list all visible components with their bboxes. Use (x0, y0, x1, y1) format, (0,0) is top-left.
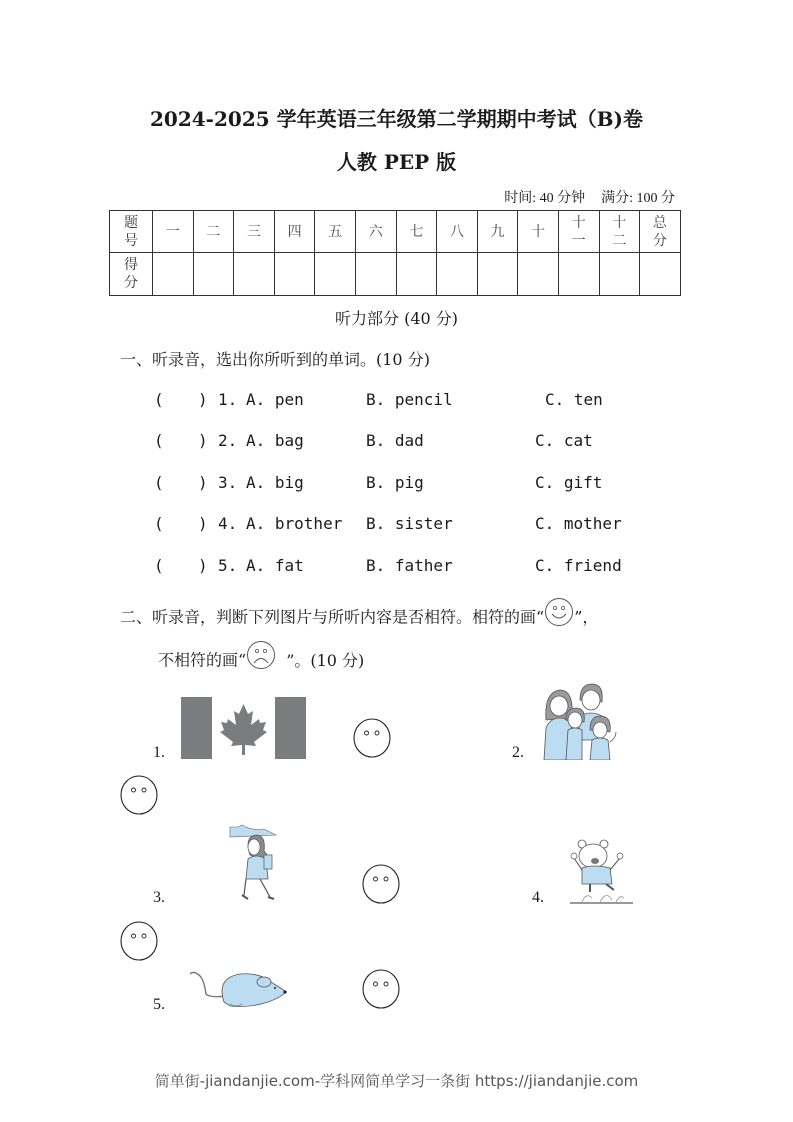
score-table (109, 210, 681, 296)
option-a: A. brother (246, 514, 343, 533)
score-cell[interactable] (355, 253, 396, 296)
col-header: 十 (518, 211, 559, 253)
item-number: 1. (153, 744, 165, 761)
exam-meta (504, 187, 675, 207)
answer-face-circle[interactable] (362, 864, 400, 902)
family-picture (540, 680, 620, 764)
col-header: 八 (437, 211, 478, 253)
question-number: 2. (218, 431, 238, 450)
score-cell[interactable] (315, 253, 356, 296)
question-number: 1. (218, 390, 238, 409)
answer-paren-open[interactable]: ( (154, 514, 164, 533)
girl-walking-picture (228, 823, 283, 909)
part2-heading-line1 (120, 603, 598, 633)
row-label: 题号 (124, 214, 138, 249)
score-cell[interactable] (518, 253, 559, 296)
question-number-label (110, 211, 153, 253)
answer-paren-close: ) (198, 514, 208, 533)
answer-paren-open[interactable]: ( (154, 556, 164, 575)
col-header: 三 (234, 211, 275, 253)
score-cell[interactable] (477, 253, 518, 296)
canada-flag-picture (181, 697, 306, 763)
score-cell[interactable] (599, 253, 640, 296)
exam-full-score: 满分: 100 分 (601, 191, 675, 206)
col-header: 六 (355, 211, 396, 253)
item-number: 3. (153, 889, 165, 906)
answer-paren-close: ) (198, 390, 208, 409)
smiley-face-icon (544, 597, 574, 627)
part2-heading-text: ”， (574, 607, 599, 627)
option-b: B. sister (366, 514, 453, 533)
score-cell[interactable] (396, 253, 437, 296)
exam-edition: 人教 PEP 版 (336, 150, 457, 174)
answer-face-circle[interactable] (353, 718, 391, 756)
col-header: 九 (477, 211, 518, 253)
score-cell[interactable] (437, 253, 478, 296)
col-header (599, 211, 640, 253)
option-c: C. gift (535, 473, 603, 492)
col-header-text: 十二 (612, 214, 627, 249)
answer-paren-open[interactable]: ( (154, 431, 164, 450)
footer-watermark: 简单街-jiandanjie.com-学科网简单学习一条街 https://jiandanjie.com (154, 1072, 639, 1090)
jumping-bear-picture (568, 836, 634, 910)
answer-paren-close: ) (198, 431, 208, 450)
answer-face-circle[interactable] (120, 921, 158, 959)
col-header (558, 211, 599, 253)
option-c: C. friend (535, 556, 622, 575)
option-b: B. dad (366, 431, 424, 450)
score-cell[interactable] (234, 253, 275, 296)
option-a: A. big (246, 473, 304, 492)
exam-title: 2024-2025 学年英语三年级第二学期期中考试（B)卷 (150, 107, 643, 131)
option-a: A. fat (246, 556, 304, 575)
frowning-face-icon (246, 640, 276, 670)
col-header (640, 211, 681, 253)
answer-face-circle[interactable] (362, 969, 400, 1007)
col-header-text: 总分 (652, 214, 667, 249)
col-header: 五 (315, 211, 356, 253)
item-number: 4. (532, 889, 544, 906)
part2-heading-text: 二、听录音，判断下列图片与所听内容是否相符。相符的画“ (120, 607, 545, 627)
score-label (110, 253, 153, 296)
col-header: 二 (193, 211, 234, 253)
score-cell[interactable] (558, 253, 599, 296)
item-number: 2. (512, 744, 524, 761)
score-cell[interactable] (274, 253, 315, 296)
option-a: A. bag (246, 431, 304, 450)
mouse-picture (190, 968, 288, 1014)
item-number: 5. (153, 996, 165, 1013)
answer-face-circle[interactable] (120, 775, 158, 813)
answer-paren-close: ) (198, 473, 208, 492)
option-b: B. pig (366, 473, 424, 492)
col-header: 四 (274, 211, 315, 253)
score-table-header-row (110, 211, 681, 253)
option-c: C. mother (535, 514, 622, 533)
question-number: 4. (218, 514, 238, 533)
option-b: B. father (366, 556, 453, 575)
section-label: 听力部分 (40 分) (334, 309, 459, 328)
option-b: B. pencil (366, 390, 453, 409)
part2-heading-text: ”。(10 分) (286, 650, 365, 670)
score-cell[interactable] (153, 253, 194, 296)
part2-heading-line2 (158, 646, 364, 676)
option-c: C. cat (535, 431, 593, 450)
score-table-score-row (110, 253, 681, 296)
part1-heading: 一、听录音，选出你所听到的单词。(10 分) (120, 350, 430, 369)
col-header: 一 (153, 211, 194, 253)
answer-paren-open[interactable]: ( (154, 473, 164, 492)
question-number: 3. (218, 473, 238, 492)
part2-heading-text: 不相符的画“ (158, 650, 247, 670)
option-a: A. pen (246, 390, 304, 409)
answer-paren-close: ) (198, 556, 208, 575)
answer-paren-open[interactable]: ( (154, 390, 164, 409)
question-number: 5. (218, 556, 238, 575)
col-header: 七 (396, 211, 437, 253)
row-label: 得分 (124, 257, 138, 291)
col-header-text: 十一 (571, 214, 586, 249)
score-cell[interactable] (193, 253, 234, 296)
score-cell[interactable] (640, 253, 681, 296)
exam-time: 时间: 40 分钟 (504, 191, 586, 206)
option-c: C. ten (545, 390, 603, 409)
